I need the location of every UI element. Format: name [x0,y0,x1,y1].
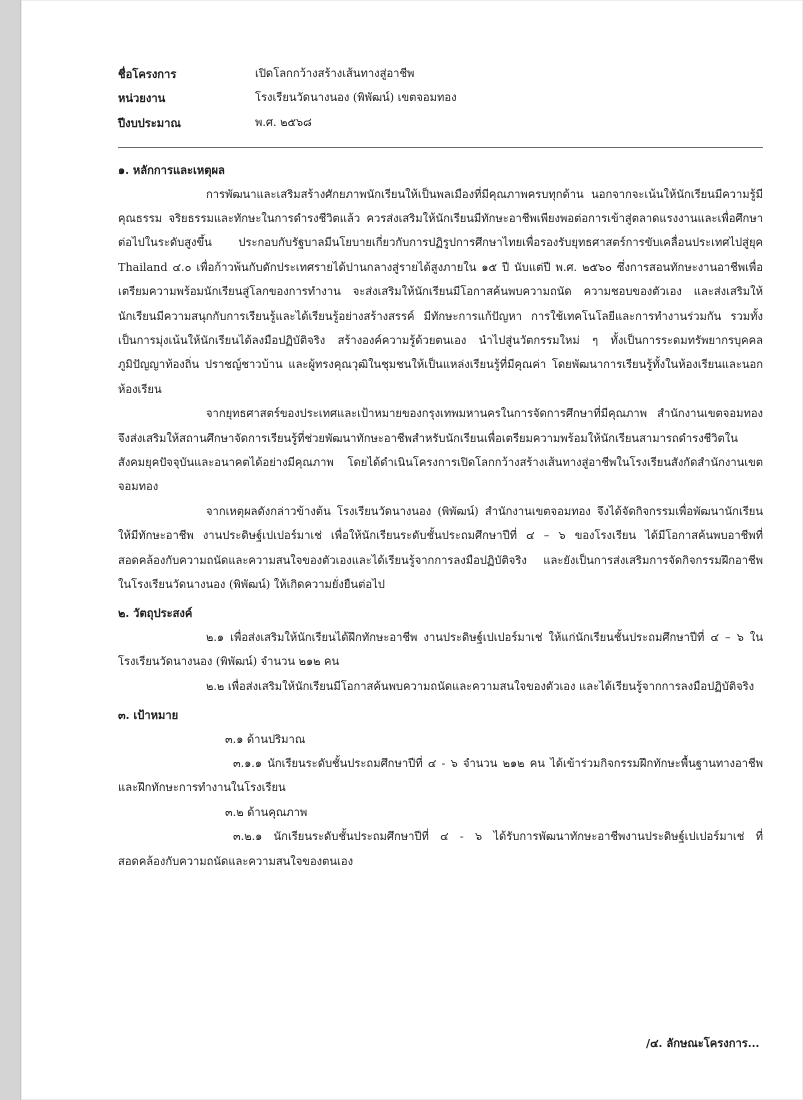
target-quantity-item: ๓.๑.๑ นักเรียนระดับชั้นประถมศึกษาปีที่ ๔ - ๖ จำนวน ๒๑๒ คน ได้เข้าร่วมกิจกรรมฝึกทักษะพื้นฐานทางอาชีพและฝึกทักษะการทำงานในโรงเรียน [118,756,763,795]
header-unit-key: หน่วยงาน [118,91,166,106]
target-quality-item: ๓.๒.๑ นักเรียนระดับชั้นประถมศึกษาปีที่ ๔ - ๖ ได้รับการพัฒนาทักษะอาชีพงานประดิษฐ์เปเปอร์มาเช่ ที่สอดคล้องกับความถนัดและความสนใจของตนเอง [118,830,763,868]
section1-title: ๑. หลักการและเหตุผล [118,163,225,178]
header-year-value: พ.ศ. ๒๕๖๘ [255,115,312,129]
document-content [118,62,763,874]
section1-paragraph-3: จากเหตุผลดังกล่าวข้างต้น โรงเรียนวัดนางนอง (พิพัฒน์) สำนักงานเขตจอมทอง จึงได้จัดกิจกรรมเพื่อพัฒนานักเรียนให้มีทักษะอาชีพ งานประดิษฐ์เปเปอร์มาเช่ เพื่อให้นักเรียนระดับชั้นประถมศึกษาปีที่ ๔ – ๖ ของโรงเรียน ได้มีโอกาสค้นพบอาชีพที่สอดคล้องกับความถนัดและความสนใจของตัวเองและได้เรียนรู้จากการลงมือปฏิบัติจริง และยังเป็นการส่งเสริมการจัดกิจกรรมฝึกอาชีพในโรงเรียนวัดนางนอง (พิพัฒน์) ให้เกิดความยั่งยืนต่อไป [118,504,763,592]
viewer-left-strip [0,0,21,1100]
next-page-footer: /๔. ลักษณะโครงการ... [646,1036,760,1050]
objective-2: ๒.๒ เพื่อส่งเสริมให้นักเรียนมีโอกาสค้นพบความถนัดและความสนใจของตัวเอง และได้เรียนรู้จากการลงมือปฏิบัติจริง [206,679,755,693]
header-divider [118,147,763,148]
header-project-value: เปิดโลกกว้างสร้างเส้นทางสู่อาชีพ [255,67,415,80]
header-project-key: ชื่อโครงการ [118,67,177,81]
header-year-row [118,111,763,135]
target-quality-heading: ๓.๒ ด้านคุณภาพ [225,805,308,819]
section2-title: ๒. วัตถุประสงค์ [118,606,193,621]
section3-title: ๓. เป้าหมาย [118,708,179,723]
document-page [21,0,803,1100]
header-project-row [118,62,763,86]
section1-paragraph-1: การพัฒนาและเสริมสร้างศักยภาพนักเรียนให้เป็นพลเมืองที่มีคุณภาพครบทุกด้าน นอกจากจะเน้นให้นักเรียนมีความรู้มีคุณธรรม จริยธรรมและทักษะในการดำรงชีวิตแล้ว ควรส่งเสริมให้นักเรียนมีทักษะอาชีพเพียงพอต่อการเข้าสู่ตลาดแรงงานและเพื่อศึกษาต่อไปในระดับสูงขึ้น ประกอบกับรัฐบาลมีนโยบายเกี่ยวกับการปฏิรูปการศึกษาไทยเพื่อรองรับยุทธศาสตร์การขับเคลื่อนประเทศไปสู่ยุค Thailand ๔.๐ เพื่อก้าวพ้นกับดักประเทศรายได้ปานกลางสู่รายได้สูงภายใน ๑๕ ปี นับแต่ปี พ.ศ. ๒๕๖๐ ซึ่งการสอนทักษะงานอาชีพเพื่อเตรียมความพร้อมนักเรียนสู่โลกของการทำงาน จะส่งเสริมให้นักเรียนมีโอกาสค้นพบความถนัด ความชอบของตัวเอง และส่งเสริมให้นักเรียนมีความสนุกกับการเรียนรู้และได้เรียนรู้อย่างสร้างสรรค์ มีทักษะการแก้ปัญหา การใช้เทคโนโลยีและการทำงานร่วมกัน รวมทั้งเป็นการมุ่งเน้นให้นักเรียนได้ลงมือปฏิบัติจริง สร้างองค์ความรู้ด้วยตนเอง นำไปสู่นวัตกรรมใหม่ ๆ ทั้งเป็นการระดมทรัพยากรบุคคล ภูมิปัญญาท้องถิ่น ปราชญ์ชาวบ้าน และผู้ทรงคุณวุฒิในชุมชนให้เป็นแหล่งเรียนรู้ที่มีคุณค่า โดยพัฒนาการเรียนรู้ทั้งในห้องเรียนและนอกห้องเรียน [118,187,763,396]
section1-paragraph-2: จากยุทธศาสตร์ของประเทศและเป้าหมายของกรุงเทพมหานครในการจัดการศึกษาที่มีคุณภาพ สำนักงานเขตจอมทองจึงส่งเสริมให้สถานศึกษาจัดการเรียนรู้ที่ช่วยพัฒนาทักษะอาชีพสำหรับนักเรียนเพื่อเตรียมความพร้อมให้นักเรียนสามารถดำรงชีวิตในสังคมยุคปัจจุบันและอนาคตได้อย่างมีคุณภาพ โดยได้ดำเนินโครงการเปิดโลกกว้างสร้างเส้นทางสู่อาชีพในโรงเรียนสังกัดสำนักงานเขตจอมทอง [118,407,763,494]
objective-1: ๒.๑ เพื่อส่งเสริมให้นักเรียนได้ฝึกทักษะอาชีพ งานประดิษฐ์เปเปอร์มาเช่ ให้แก่นักเรียนชั้นประถมศึกษาปีที่ ๔ – ๖ ในโรงเรียนวัดนางนอง (พิพัฒน์) จำนวน ๒๑๒ คน [118,630,763,669]
header-unit-row [118,86,763,110]
header-year-key: ปีงบประมาณ [118,115,181,130]
target-quantity-heading: ๓.๑ ด้านปริมาณ [225,732,306,746]
header-unit-value: โรงเรียนวัดนางนอง (พิพัฒน์) เขตจอมทอง [255,91,457,105]
